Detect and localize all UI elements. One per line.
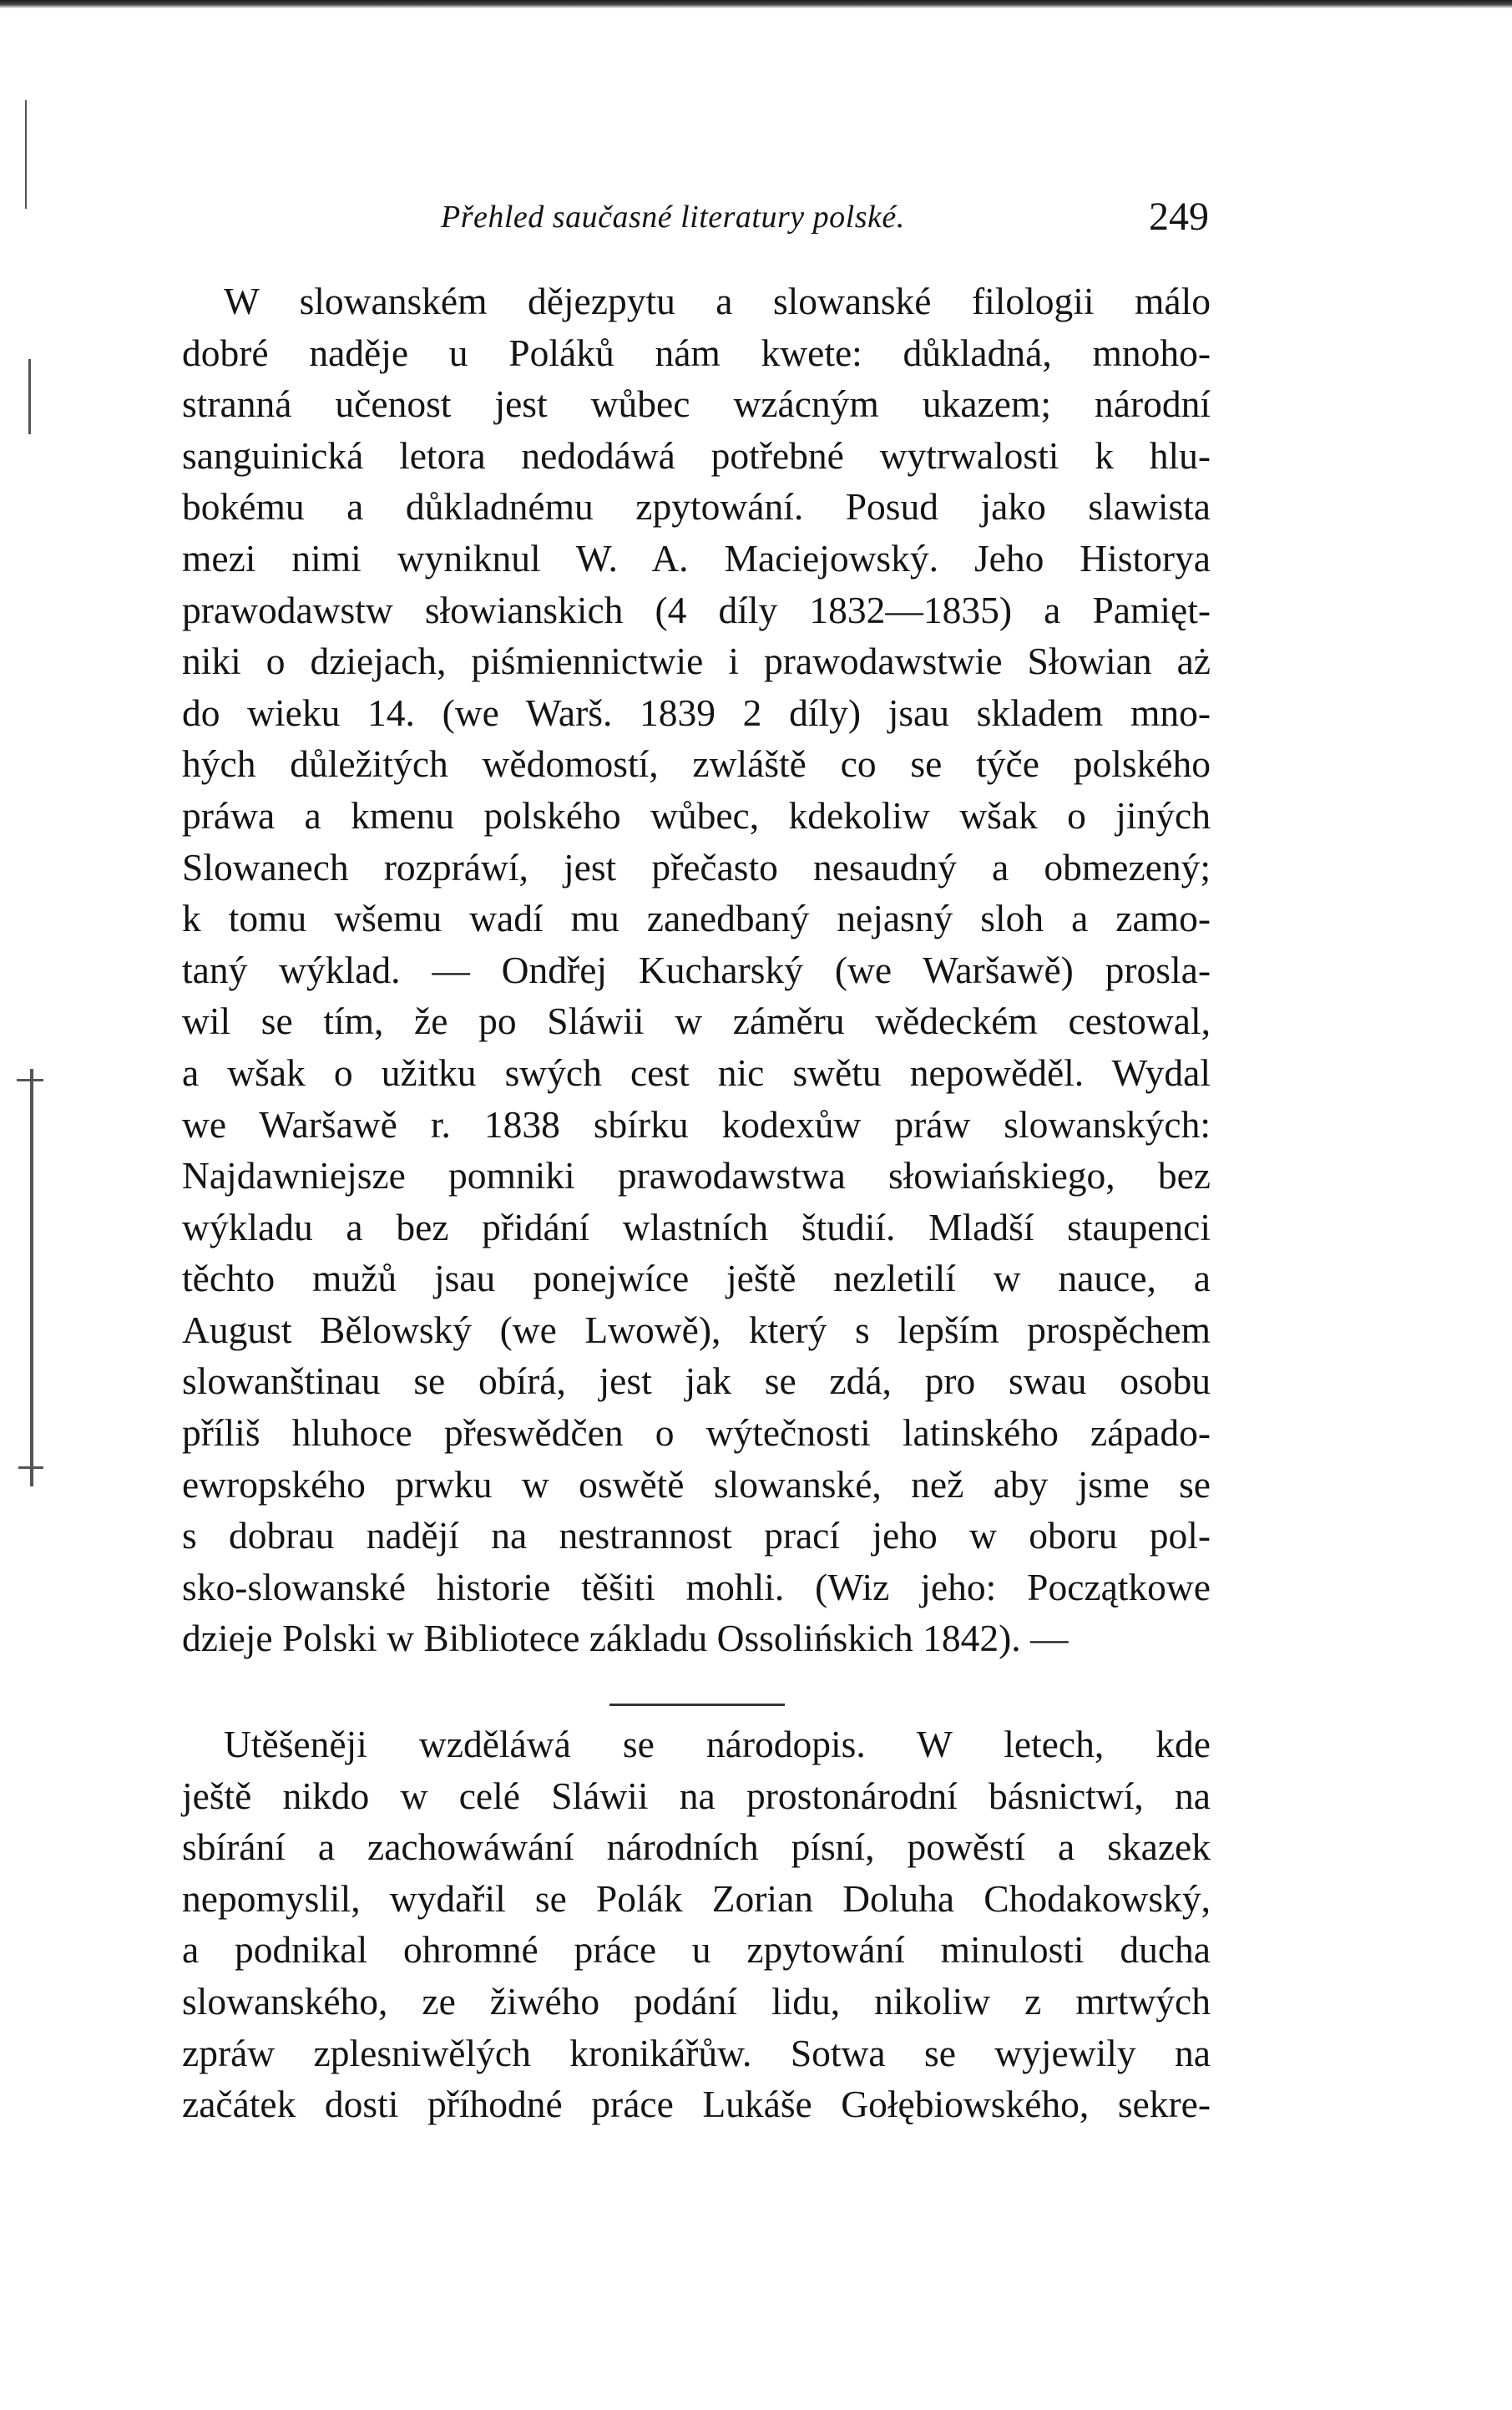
text-line: ještě nikdo w celé Sláwii na prostonárodní básnictwí, na: [182, 1774, 1211, 1817]
text-line: taný wýklad. — Ondřej Kucharský (we Waršawě) prosla-: [182, 948, 1211, 991]
paragraph-ethnography: [182, 1719, 1211, 2130]
text-line: a podnikal ohromné práce u zpytowání minulosti ducha: [182, 1928, 1211, 1972]
text-line: začátek dosti příhodné práce Lukáše Gołębiowského, sekre-: [182, 2083, 1211, 2126]
text-line: sanguinická letora nedodáwá potřebné wytrwalosti k hlu-: [182, 433, 1211, 477]
binding-mark: [18, 1466, 43, 1469]
text-line: nepomyslil, wydařil se Polák Zorian Doluha Chodakowský,: [182, 1876, 1211, 1920]
text-line: do wieku 14. (we Warš. 1839 2 díly) jsau skladem mno-: [182, 691, 1211, 734]
running-title: Přehled saučasné literatury polské.: [441, 200, 905, 235]
binding-mark: [17, 1079, 43, 1081]
text-line: August Bělowský (we Lwowě), který s lepším prospěchem: [182, 1308, 1211, 1351]
text-line: sko-slowanské historie těšiti mohli. (Wiz jeho: Początkowe: [182, 1565, 1211, 1608]
text-line: a wšak o užitku swých cest nic swětu nepowěděl. Wydal: [182, 1051, 1211, 1094]
margin-binding-marks: [0, 0, 67, 2410]
text-line: sbírání a zachowáwání národních písní, powěstí a skazek: [182, 1825, 1211, 1869]
page-number: 249: [1149, 195, 1209, 239]
text-line: Slowanech rozpráwí, jest přečasto nesaudný a obmezený;: [182, 845, 1211, 889]
text-line: ewropského prwku w oswětě slowanské, než aby jsme se: [182, 1462, 1211, 1506]
running-header: [441, 194, 1209, 244]
text-line: Najdawniejsze pomniki prawodawstwa słowiańskiego, bez: [182, 1154, 1211, 1197]
binding-mark: [30, 1069, 33, 1486]
text-line: bokému a důkladnému zpytowání. Posud jako slawista: [182, 485, 1211, 529]
binding-mark: [28, 359, 31, 434]
text-line: slowanštinau se obírá, jest jak se zdá, pro swau osobu: [182, 1359, 1211, 1403]
text-line: niki o dziejach, piśmiennictwie i prawodawstwie Słowian aż: [182, 640, 1211, 683]
text-line: stranná učenost jest wůbec wzácným ukazem; národní: [182, 382, 1211, 426]
text-line: s dobrau nadějí na nestrannost prací jeho w oboru pol-: [182, 1514, 1211, 1557]
section-divider: [609, 1704, 785, 1706]
binding-mark: [25, 100, 27, 209]
page-top-edge: [0, 0, 1512, 8]
text-line: hých důležitých wědomostí, zwláště co se týče polského: [182, 742, 1211, 786]
text-line: Utěšeněji wzděláwá se národopis. W letech, kde: [224, 1723, 1211, 1765]
text-line: mezi nimi wyniknul W. A. Maciejowský. Jeho Historya: [182, 536, 1211, 580]
text-line: slowanského, ze žiwého podání lidu, nikoliw z mrtwých: [182, 1979, 1211, 2023]
text-line: wil se tím, že po Sláwii w záměru wědeckém cestowal,: [182, 1000, 1211, 1043]
paragraph-slavic-studies: [182, 276, 1211, 1664]
text-line: příliš hluhoce přeswědčen o wýtečnosti latinského západo-: [182, 1411, 1211, 1455]
text-line: těchto mužů jsau ponejwíce ještě nezletilí w nauce, a: [182, 1257, 1211, 1300]
text-line: we Waršawě r. 1838 sbírku kodexůw práw slowanských:: [182, 1102, 1211, 1146]
text-line: prawodawstw słowianskich (4 díly 1832—1835) a Pamięt-: [182, 588, 1211, 631]
text-line: zpráw zplesniwělých kronikářůw. Sotwa se wyjewily na: [182, 2031, 1211, 2074]
text-line: W slowanském dějezpytu a slowanské filologii málo: [224, 280, 1211, 322]
text-line: dzieje Polski w Bibliotece základu Ossolińskich 1842). —: [182, 1617, 1069, 1660]
text-line: dobré naděje u Poláků nám kwete: důkladná, mnoho-: [182, 331, 1211, 374]
text-line: k tomu wšemu wadí mu zanedbaný nejasný sloh a zamo-: [182, 897, 1211, 940]
text-line: wýkladu a bez přidání wlastních študií. Mladší staupenci: [182, 1205, 1211, 1248]
text-line: práwa a kmenu polského wůbec, kdekoliw wšak o jiných: [182, 793, 1211, 837]
